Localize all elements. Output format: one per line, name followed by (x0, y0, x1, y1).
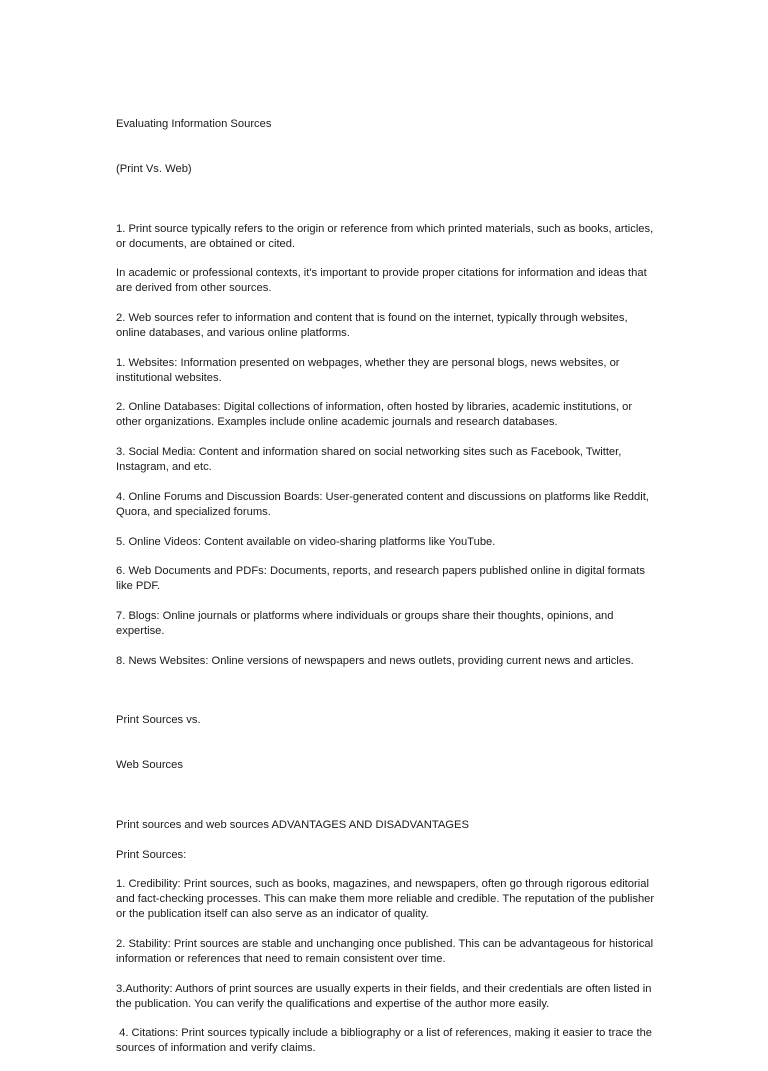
list-item-news-websites: 8. News Websites: Online versions of newspapers and news outlets, providing current news and articles. (116, 654, 634, 667)
list-item-blogs: 7. Blogs: Online journals or platforms where individuals or groups share their thoughts, opinions, and expertise. (116, 609, 617, 637)
print-point-stability: 2. Stability: Print sources are stable and unchanging once published. This can be advantageous for historical information or references that need to remain consistent over time. (116, 938, 657, 965)
paragraph-print-source-definition: 1. Print source typically refers to the origin or reference from which printed materials, such as books, articles, or documents, are obtained or cited. (116, 222, 657, 250)
comparison-heading-line2: Web Sources (116, 759, 183, 772)
print-sources-heading: Print Sources: (116, 848, 187, 861)
list-item-online-forums: 4. Online Forums and Discussion Boards: User-generated content and discussions on platforms like Reddit, Quora, and specialized forums. (116, 490, 653, 518)
document-subtitle: (Print Vs. Web) (116, 163, 192, 175)
list-item-websites: 1. Websites: Information presented on webpages, whether they are personal blogs, news websites, or institutional websites. (116, 356, 623, 384)
comparison-heading (116, 683, 656, 803)
print-point-credibility: 1. Credibility: Print sources, such as books, magazines, and newspapers, often go through rigorous editorial and fact-checking processes. This can make them more reliable and credible. The reputation of the publisher or the publication itself can also serve as an indicator of quality. (116, 878, 658, 921)
list-item-social-media: 3. Social Media: Content and information shared on social networking sites such as Facebook, Twitter, Instagram, and etc. (116, 446, 625, 474)
advantages-heading: Print sources and web sources ADVANTAGES AND DISADVANTAGES (116, 818, 469, 831)
document-title-block (116, 87, 656, 207)
document-body (116, 87, 656, 1071)
list-item-web-documents: 6. Web Documents and PDFs: Documents, reports, and research papers published online in digital formats like PDF. (116, 565, 649, 593)
list-item-online-videos: 5. Online Videos: Content available on video-sharing platforms like YouTube. (116, 535, 496, 548)
document-title: Evaluating Information Sources (116, 118, 272, 130)
comparison-heading-line1: Print Sources vs. (116, 714, 201, 727)
paragraph-web-source-definition: 2. Web sources refer to information and content that is found on the internet, typically through websites, online databases, and various online platforms. (116, 312, 631, 340)
print-point-authority: 3.Authority: Authors of print sources are usually experts in their fields, and their credentials are often listed in the publication. You can verify the qualifications and expertise of the author more easily. (116, 982, 655, 1010)
print-point-citations: 4. Citations: Print sources typically include a bibliography or a list of references, making it easier to trace the sources of information and verify claims. (116, 1027, 656, 1055)
list-item-online-databases: 2. Online Databases: Digital collections of information, often hosted by libraries, academic institutions, or other organizations. Examples include online academic journals and research databases. (116, 401, 636, 429)
paragraph-citations-context: In academic or professional contexts, it's important to provide proper citations for information and ideas that are derived from other sources. (116, 267, 650, 295)
